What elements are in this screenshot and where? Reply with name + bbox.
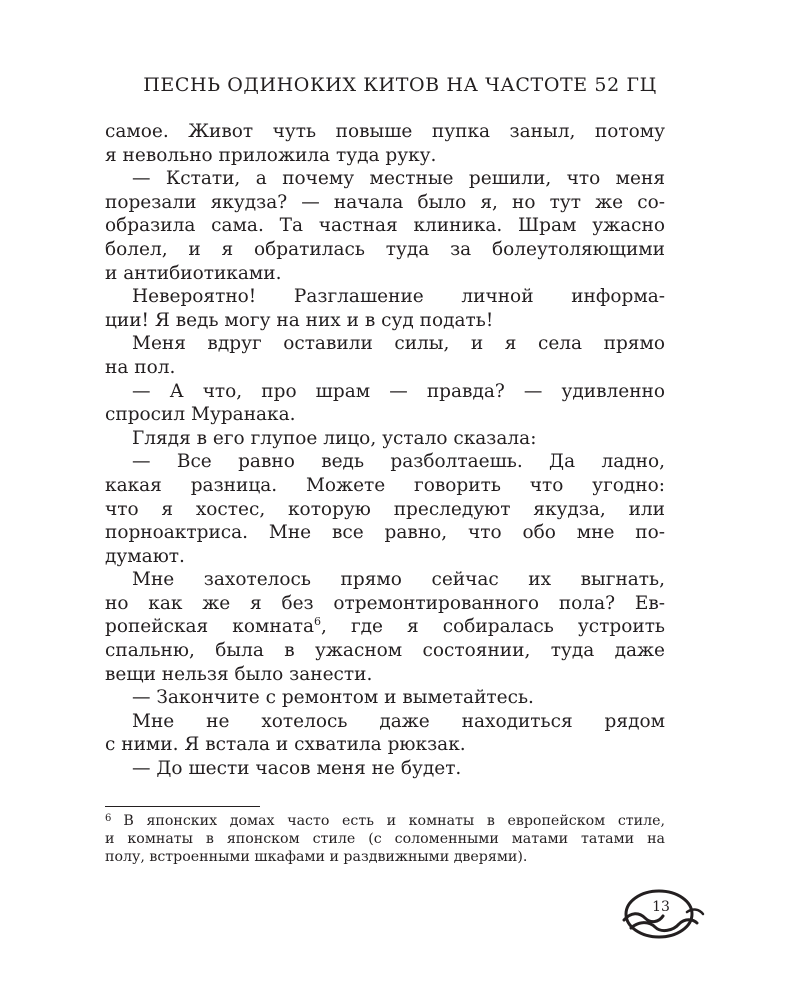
text-line: образила сама. Та частная клиника. Шрам ужасно [105, 215, 665, 237]
text-line: — До шести часов меня не будет. [132, 758, 462, 780]
text-line: самое. Живот чуть повыше пупка заныл, потому [105, 121, 665, 142]
footnote-divider [105, 806, 260, 807]
text-line: — Все равно ведь разболтаешь. Да ладно, [132, 451, 665, 473]
text-line: — А что, про шрам — правда? — удивленно [132, 380, 665, 402]
text-line: Глядя в его глупое лицо, устало сказала: [132, 427, 537, 449]
text-line: что я хостес, которую преследуют якудза, или [105, 498, 665, 520]
text-line: думают. [105, 545, 185, 567]
footnote-line [105, 812, 665, 830]
text-line: Мне захотелось прямо сейчас их выгнать, [132, 569, 665, 591]
text-line [105, 615, 665, 639]
page-number-emblem [617, 884, 707, 944]
text-line: но как же я без отремонтированного пола? Ев- [105, 592, 665, 614]
text-line: на пол. [105, 356, 176, 378]
text-line: Меня вдруг оставили силы, и я села прямо [132, 333, 665, 355]
footnote-text: В японских домах часто есть и комнаты в европейском стиле, [123, 813, 665, 829]
text-line: порноактриса. Мне все равно, что обо мне по- [105, 522, 665, 544]
page-number: 13 [652, 899, 670, 915]
footnote [105, 812, 665, 866]
text-line: Невероятно! Разглашение личной информа- [132, 286, 665, 308]
footnote-line: и комнаты в японском стиле (с соломенными матами татами на [105, 831, 665, 847]
text-line: болел, и я обратилась туда за болеутоляющими [105, 238, 665, 260]
whale-waves-icon [617, 884, 707, 944]
text-line: порезали якудза? — начала было я, но тут же со- [105, 191, 665, 213]
footnote-marker: 6 [105, 813, 112, 824]
text-line: с ними. Я встала и схватила рюкзак. [105, 734, 466, 756]
footnote-reference[interactable]: 6 [314, 615, 321, 629]
text-line: Мне не хотелось даже находиться рядом [132, 710, 665, 732]
text-line: спальню, была в ужасном состоянии, туда даже [105, 640, 665, 662]
text-line: — Кстати, а почему местные решили, что меня [132, 168, 665, 190]
text-fragment: ропейская комната [105, 616, 314, 638]
text-line: и антибиотиками. [105, 262, 282, 284]
text-line: вещи нельзя было занести. [105, 663, 373, 685]
text-line: спросил Муранака. [105, 404, 296, 426]
text-line: ции! Я ведь могу на них и в суд подать! [105, 309, 494, 331]
text-fragment: , где я собиралась устроить [321, 616, 665, 638]
running-head-title: ПЕСНЬ ОДИНОКИХ КИТОВ НА ЧАСТОТЕ 52 ГЦ [143, 74, 657, 96]
text-line: я невольно приложила туда руку. [105, 144, 437, 166]
text-line: какая разница. Можете говорить что угодно: [105, 474, 665, 496]
text-line: — Закончите с ремонтом и выметайтесь. [132, 687, 534, 709]
footnote-line: полу, встроенными шкафами и раздвижными дверями). [105, 849, 528, 865]
body-text [105, 120, 665, 781]
